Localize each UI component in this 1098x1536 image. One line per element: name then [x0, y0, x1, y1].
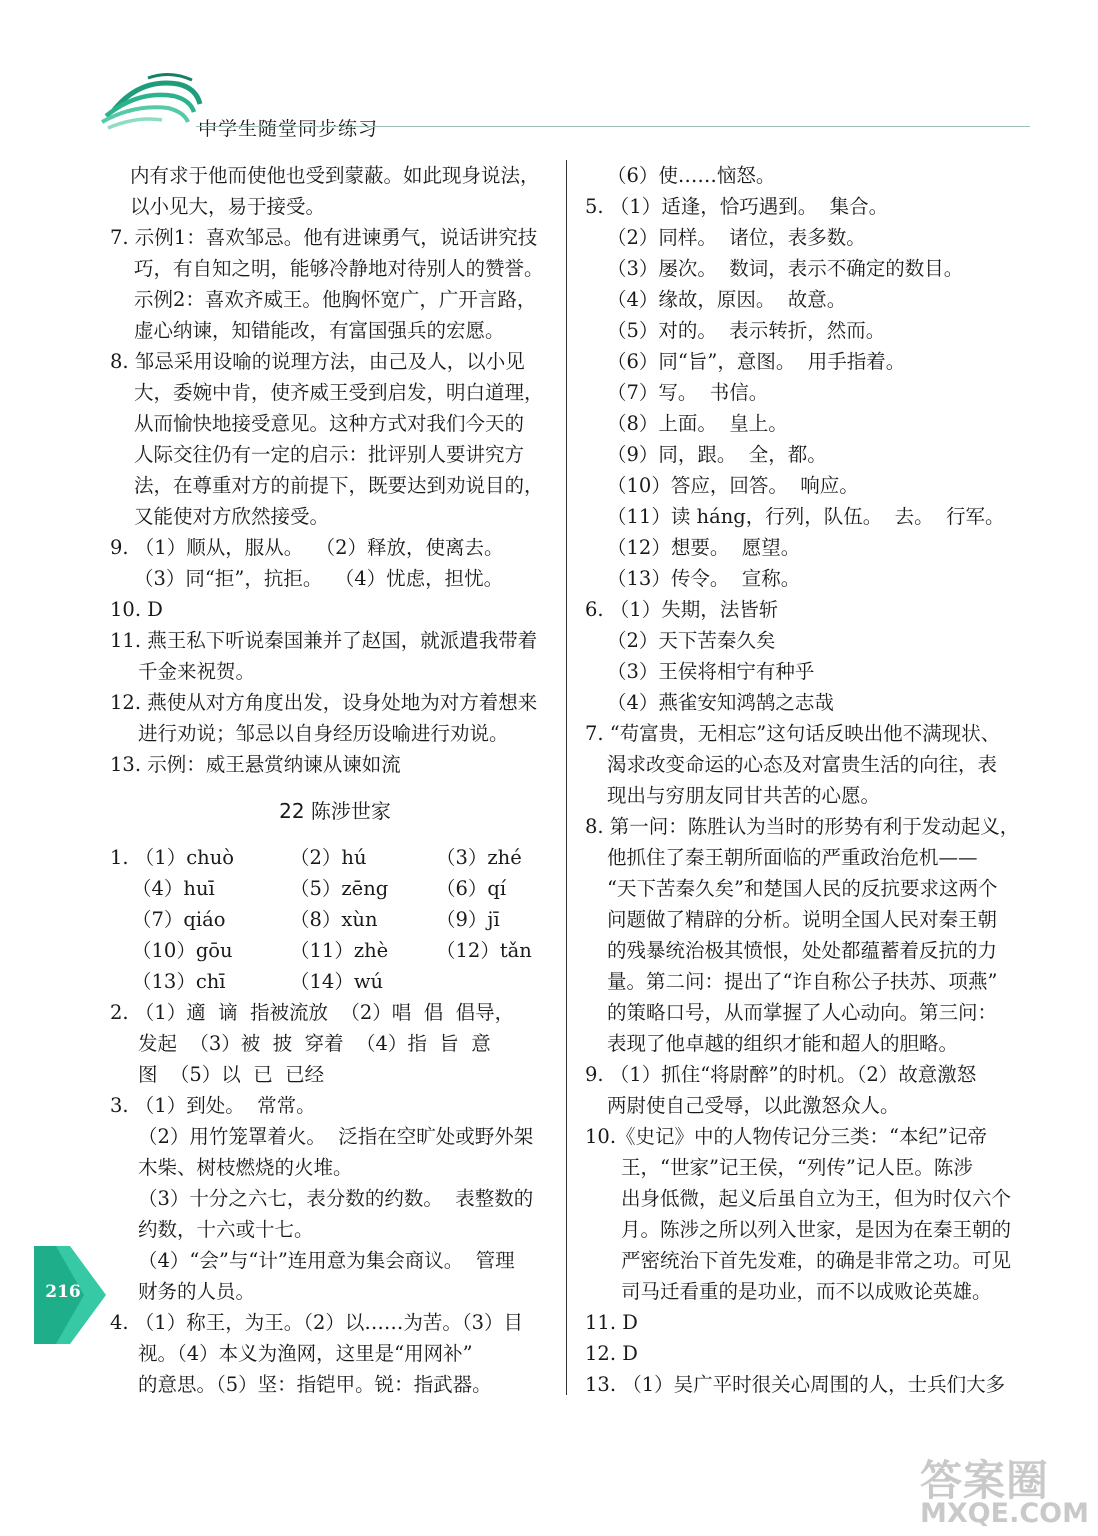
text-line: 的意思。（5）坚：指铠甲。锐：指武器。 — [138, 1373, 492, 1396]
text-line: 木柴、树枝燃烧的火堆。 — [138, 1156, 353, 1179]
text-line: 千金来祝贺。 — [138, 660, 256, 683]
text-line: 人际交往仍有一定的启示：批评别人要讲究方 — [134, 443, 525, 466]
text-line: 问题做了精辟的分析。说明全国人民对秦王朝 — [607, 908, 998, 931]
text-line: 表现了他卓越的组织才能和超人的胆略。 — [607, 1032, 959, 1055]
text-line: 示例2：喜欢齐威王。他胸怀宽广，广开言路， — [134, 288, 537, 311]
answer-9-line: 9. （1）顺从，服从。 （2）释放，使离去。 — [110, 536, 504, 559]
header-rule — [196, 126, 1030, 127]
text-line: （3）屡次。 数词，表示不确定的数目。 — [607, 257, 964, 280]
answer-6-line: 6. （1）失期，法皆斩 — [585, 598, 779, 621]
text-line: （4）“会”与“计”连用意为集会商议。 管理 — [138, 1249, 515, 1272]
text-line: 虚心纳谏，知错能改，有富国强兵的宏愿。 — [134, 319, 505, 342]
text-line: （9）同，跟。 全，都。 — [607, 443, 827, 466]
page-number: 216 — [45, 1282, 81, 1302]
text-line: 从而愉快地接受意见。这种方式对我们今天的 — [134, 412, 525, 435]
text-line: 视。（4）本义为渔网，这里是“用网补” — [138, 1342, 473, 1365]
pinyin-row: （10）gōu （11）zhè （12）tǎn — [132, 939, 532, 962]
answer-12-line: 12. 燕使从对方角度出发，设身处地为对方着想来 — [110, 691, 538, 714]
text-line: 月。陈涉之所以列入世家，是因为在秦王朝的 — [621, 1218, 1012, 1241]
text-line: 他抓住了秦王朝所面临的严重政治危机—— — [607, 846, 978, 869]
text-line: （4）缘故，原因。 故意。 — [607, 288, 847, 311]
page-header — [100, 70, 1030, 140]
watermark-site: MXQE.COM — [920, 1498, 1089, 1529]
logo-icon — [100, 70, 210, 132]
text-line: （6）使……恼怒。 — [607, 164, 776, 187]
answer-5-line: 5. （1）适逢，恰巧遇到。 集合。 — [585, 195, 889, 218]
text-line: 现出与穷朋友同甘共苦的心愿。 — [607, 784, 881, 807]
text-line: （3）同“拒”，抗拒。 （4）忧虑，担忧。 — [134, 567, 504, 590]
text-line: （2）同样。 诸位，表多数。 — [607, 226, 866, 249]
answer-10-line: 10.《史记》中的人物传记分三类：“本纪”记帝 — [585, 1125, 987, 1148]
answer-7-line: 7. 示例1：喜欢邹忌。他有进谏勇气，说话讲究技 — [110, 226, 538, 249]
text-line: （10）答应，回答。 响应。 — [607, 474, 859, 497]
right-column — [585, 160, 1047, 1400]
answer-2-line: 2. （1）適 谪 指被流放 （2）唱 倡 倡导， — [110, 1001, 515, 1024]
text-line: （6）同“旨”，意图。 用手指着。 — [607, 350, 906, 373]
pinyin-row: （7）qiáo （8）xùn （9）jī — [132, 908, 500, 931]
text-line: （11）读 háng，行列，队伍。 去。 行军。 — [607, 505, 1005, 528]
pinyin-row: （13）chī （14）wú — [132, 970, 384, 993]
text-line: （5）对的。 表示转折，然而。 — [607, 319, 886, 342]
answer-10-line: 10. D — [110, 598, 163, 621]
text-line: （13）传令。 宣称。 — [607, 567, 801, 590]
answer-11-line: 11. 燕王私下听说秦国兼并了赵国，就派遣我带着 — [110, 629, 538, 652]
text-line: 的策略口号，从而掌握了人心动向。第三问： — [607, 1001, 998, 1024]
section-heading: 22 陈涉世家 — [279, 799, 391, 823]
answer-8-line: 8. 第一问：陈胜认为当时的形势有利于发动起义， — [585, 815, 1020, 838]
text-line: 财务的人员。 — [138, 1280, 256, 1303]
answer-7-line: 7. “苟富贵，无相忘”这句话反映出他不满现状、 — [585, 722, 1001, 745]
text-line: 严密统治下首先发难，的确是非常之功。可见 — [621, 1249, 1012, 1272]
text-line: 王，“世家”记王侯，“列传”记人臣。陈涉 — [621, 1156, 973, 1179]
text-line: 进行劝说；邹忌以自身经历设喻进行劝说。 — [138, 722, 509, 745]
text-line: 以小见大，易于接受。 — [130, 195, 326, 218]
text-line: 的残暴统治极其愤恨，处处都蕴蓄着反抗的力 — [607, 939, 998, 962]
answer-9-line: 9. （1）抓住“将尉醉”的时机。（2）故意激怒 — [585, 1063, 977, 1086]
text-line: 又能使对方欣然接受。 — [134, 505, 330, 528]
page-number-tab — [34, 1246, 106, 1344]
text-line: 司马迁看重的是功业，而不以成败论英雄。 — [621, 1280, 992, 1303]
text-line: 约数，十六或十七。 — [138, 1218, 314, 1241]
text-line: “天下苦秦久矣”和楚国人民的反抗要求这两个 — [607, 877, 998, 900]
text-line: （12）想要。 愿望。 — [607, 536, 801, 559]
answer-11-line: 11. D — [585, 1311, 638, 1334]
text-line: 量。第二问：提出了“诈自称公子扶苏、项燕” — [607, 970, 998, 993]
watermark — [920, 1448, 1098, 1534]
text-line: 渴求改变命运的心态及对富贵生活的向往，表 — [607, 753, 998, 776]
answer-13-line: 13. 示例：威王悬赏纳谏从谏如流 — [110, 753, 401, 776]
left-column — [110, 160, 560, 1400]
text-line: 图 （5）以 已 已经 — [138, 1063, 325, 1086]
watermark-mark: 答案圈 — [920, 1456, 1050, 1505]
text-line: 内有求于他而使他也受到蒙蔽。如此现身说法， — [130, 164, 540, 187]
answer-4-line: 4. （1）称王，为王。（2）以……为苦。（3）目 — [110, 1311, 524, 1334]
header-title: 中学生随堂同步练习 — [198, 118, 379, 140]
pinyin-row: 1. （1）chuò （2）hú （3）zhé — [110, 846, 522, 869]
text-line: 巧，有自知之明，能够冷静地对待别人的赞誉。 — [134, 257, 544, 280]
answer-13-line: 13. （1）吴广平时很关心周围的人，士兵们大多 — [585, 1373, 1006, 1396]
text-line: （8）上面。 皇上。 — [607, 412, 788, 435]
answer-12-line: 12. D — [585, 1342, 638, 1365]
text-line: （3）十分之六七，表分数的约数。 表整数的 — [138, 1187, 534, 1210]
answer-8-line: 8. 邹忌采用设喻的说理方法，由己及人，以小见 — [110, 350, 525, 373]
text-line: 大，委婉中肯，使齐威王受到启发，明白道理， — [134, 381, 544, 404]
text-line: （7）写。 书信。 — [607, 381, 769, 404]
text-line: 发起 （3）被 披 穿着 （4）指 旨 意 — [138, 1032, 491, 1055]
answer-3-line: 3. （1）到处。 常常。 — [110, 1094, 316, 1117]
pinyin-row: （4）huī （5）zēng （6）qí — [132, 877, 507, 900]
text-line: 两尉使自己受辱，以此激怒众人。 — [607, 1094, 900, 1117]
text-line: 出身低微，起义后虽自立为王，但为时仅六个 — [621, 1187, 1012, 1210]
text-line: （4）燕雀安知鸿鹄之志哉 — [607, 691, 834, 714]
text-line: （2）天下苦秦久矣 — [607, 629, 776, 652]
column-divider — [566, 160, 567, 1395]
text-line: 法，在尊重对方的前提下，既要达到劝说目的， — [134, 474, 544, 497]
text-line: （2）用竹笼罩着火。 泛指在空旷处或野外架 — [138, 1125, 534, 1148]
text-line: （3）王侯将相宁有种乎 — [607, 660, 815, 683]
